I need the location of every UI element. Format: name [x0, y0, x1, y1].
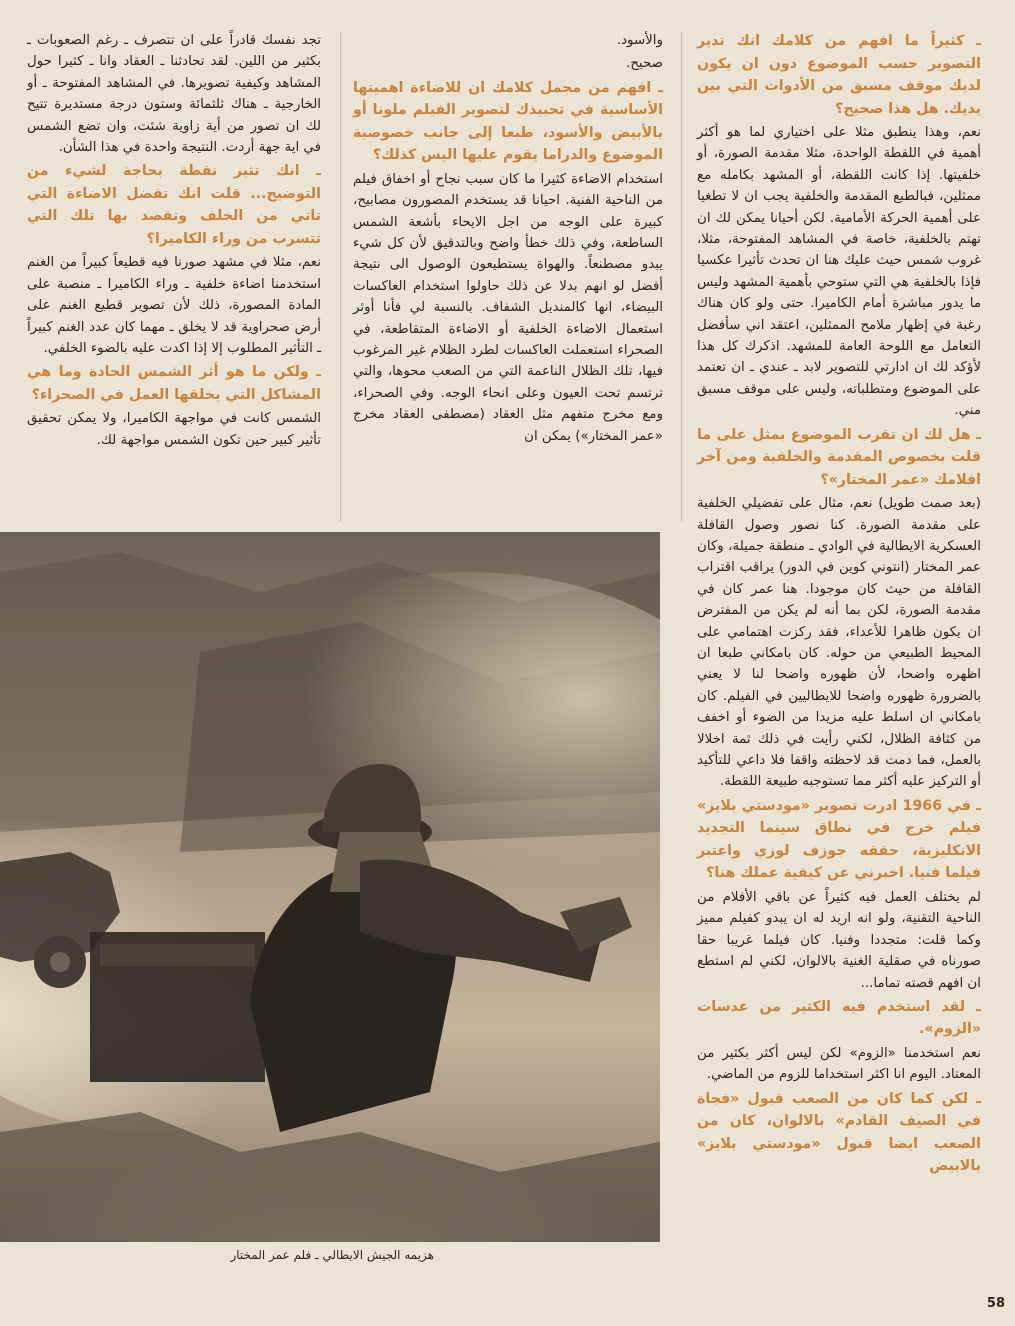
- answer-paragraph: تجد نفسك قادراً على ان تتصرف ـ رغم الصعوبات ـ بكثير من اللين. لقد تحادثنا ـ العقاد وانا ـ كثيرا حول المشاهد وكيفية تصويرها. في المشاهد المفتوحة ـ أو الخارجية ـ هناك ثلثمائة وستون درجة مستديرة تتيح لك ان تصور من أية زاوية شئت، وان تضع الشمس في اية جهة أردت. النتيجة واحدة في هذا الشأن.: [27, 33, 321, 156]
- answer-paragraph: صحيح.: [626, 56, 663, 72]
- photo-caption: هزيمه الجيش الايطالي ـ فلم عمر المختار: [230, 1248, 434, 1262]
- column-right: [697, 30, 981, 1180]
- answer-paragraph: لم يختلف العمل فيه كثيراً عن باقي الأفلام من الناحية التقنية، ولو انه اريد له ان يبدو كفيلم مميز وكما قلت: متجددا وفنيا. كان فيلما غريبا حقا صورناه في صقلية الغنية بالالوان، لكني لم استطع ان افهم قصته تماما...: [697, 889, 981, 991]
- column-rule-left: [340, 32, 341, 522]
- question-paragraph: ـ هل لك ان تقرب الموضوع بمثل على ما قلت بخصوص المقدمة والخلفية ومن آخر افلامك «عمر المختار»؟: [697, 426, 981, 488]
- answer-paragraph: الشمس كانت في مواجهة الكاميرا، ولا يمكن تحقيق تأثير كبير حين تكون الشمس مواجهة لك.: [27, 411, 321, 448]
- page-number: 58: [986, 1296, 1005, 1311]
- question-paragraph: ـ ولكن ما هو أثر الشمس الحادة وما هي المشاكل التي يخلقها العمل في الصحراء؟: [27, 364, 321, 403]
- answer-paragraph: والأسود.: [616, 33, 663, 48]
- answer-paragraph: نعم، مثلا في مشهد صورنا فيه قطيعاً كبيراً من الغنم استخدمنا اضاءة خلفية ـ وراء الكاميرا ـ منصبة على المادة المصورة، ذلك لأن تصوير قطيع الغنم على أرض صحراوية قد لا يخلق ـ مهما كان عدد الغنم كبيراً ـ التأثير المطلوب إلا إذا اكدت عليه بالضوء الخلفي.: [27, 255, 321, 357]
- column-left: [27, 30, 321, 453]
- question-paragraph: ـ لكن كما كان من الصعب قبول «فجاة في الصيف القادم» بالالوان، كان من الصعب ايضا قبول «مودستي بلايز» بالابيض: [697, 1090, 981, 1175]
- column-rule-right: [681, 32, 682, 522]
- answer-paragraph: استخدام الاضاءة كثيرا ما كان سبب نجاح أو اخفاق فيلم من الناحية الفنية. احيانا قد يستخدم المصورون مصابيح، كبيرة على الوجه من اجل الايحاء بأشعة الشمس الساطعة، وفي ذلك خطأ واضح وبالتدقيق لأن كل شيء يبدو مصطنعاً. والهواة يستطيعون الوصول الى نتيجة أفضل لو انهم بدلا عن ذلك حاولوا استخدام العاكسات البيضاء، انها كالمنديل الشفاف. بالنسبة لي فأنا أوثر استعمال الاضاءة الخلفية أو الاضاءة المتقاطعة، في الصحراء استعملت العاكسات لطرد الظلام غير المرغوب فيها، تلك الظلال الناعمة التي من الصعب محوها، والتي ترتسم تحت العيون وعلى انحاء الوجه. وفي الصحراء، ومع مخرج متفهم مثل العقاد (مصطفى العقاد مخرج «عمر المختار») يمكن ان: [353, 171, 663, 444]
- column-middle: [353, 30, 663, 449]
- answer-paragraph: نعم، وهذا ينطبق مثلا على اختياري لما هو أكثر أهمية في اللقطة الواحدة، مثلا مقدمة الصورة، أو خلفيتها. إذا كانت اللقطة، أو المشهد بكامله مع ممثلين، فبالطبع المقدمة والخلفية يجب ان لا تطغيا على أهمية الحركة الأمامية. لكن أحيانا يمكن لك ان تهتم بالخلفية، خاصة في المشاهد المفتوحة، مثلا، غروب شمس حيث عليك هنا ان تحدث تأثيرا عكسيا فإذا بالخلفية هي التي ستوحي بأهمية المشهد وليس ما يدور مباشرة أمام الكاميرا. حتى ولو كان هناك رغبة في إظهار ملامح الممثلين، اعتقد اني سأفضل التعامل مع اللوحة العامة للمشهد. اذكرك كل هذا لأؤكد لك ان ادارتي للتصوير لابد ـ عندي ـ ان تعتمد على الموضوع ومتطلباته، وليس على موقف مسبق مني.: [697, 125, 981, 419]
- question-paragraph: ـ افهم من مجمل كلامك ان للاضاءة اهميتها الأساسية في تحبيذك لتصوير الفيلم ملونا أو بالأبيض والأسود، طبعا إلى جانب خصوصية الموضوع والدراما يقوم عليها اليس كذلك؟: [353, 79, 663, 164]
- answer-paragraph: (بعد صمت طويل) نعم، مثال على تفضيلي الخلفية على مقدمة الصورة. كنا نصور وصول القافلة العسكرية الايطالية في الوادي ـ منطقة جميلة، وكان عمر المختار (انتوني كوين في الدور) يراقب اقتراب القافلة من حيث كان موجودا. هنا عمر كان في مقدمة الصورة، لكن بما أنه لم يكن من المفترض ان يكون ظاهرا للأعداء، فقد ركزت اهتمامي على المحيط الطبيعي من حوله. كان بامكاني طبعا ان اظهره واضحا، لأن ظهوره واضحا لنا لا يعني بالضرورة ظهوره واضحا للايطاليين في الفيلم. كان بامكاني ان اسلط عليه مزيدا من الضوء أو اخفف من كثافة الظلال، لكني رأيت في ذلك ثمة اخلالا بالعمل، فما دمت قد لاحظته واقفا فلا داعي للتأكيد أو التركيز عليه أكثر مما تستوجبه طبيعة اللقطة.: [697, 496, 981, 790]
- photo-illustration: [0, 532, 660, 1242]
- film-still-photo: [0, 532, 660, 1242]
- question-paragraph: ـ كثيراً ما افهم من كلامك انك تدير التصوير حسب الموضوع دون ان يكون لديك موقف مسبق من الأدوات التي بين يديك. هل هذا صحيح؟: [697, 33, 981, 117]
- answer-paragraph: نعم استخدمنا «الزوم» لكن ليس أكثر بكثير من المعتاد. اليوم انا اكثر استخداما للزوم من الماضي.: [697, 1045, 981, 1083]
- question-paragraph: ـ في 1966 ادرت تصوير «مودستي بلايز» فيلم خرج في نطاق سينما التجديد الانكليزية، حققه جوزف لوزي واعتبر فيلما فنيا. اخبرني عن كيفية عملك هنا؟: [697, 797, 982, 882]
- question-paragraph: ـ انك تثير نقطة بحاجة لشيء من التوضيح... قلت انك تفضل الاضاءة التي تاتي من الخلف وتقصد بها تلك التي تتسرب من وراء الكاميرا؟: [27, 163, 321, 247]
- question-paragraph: ـ لقد استخدم فيه الكثير من عدسات «الزوم».: [697, 998, 981, 1038]
